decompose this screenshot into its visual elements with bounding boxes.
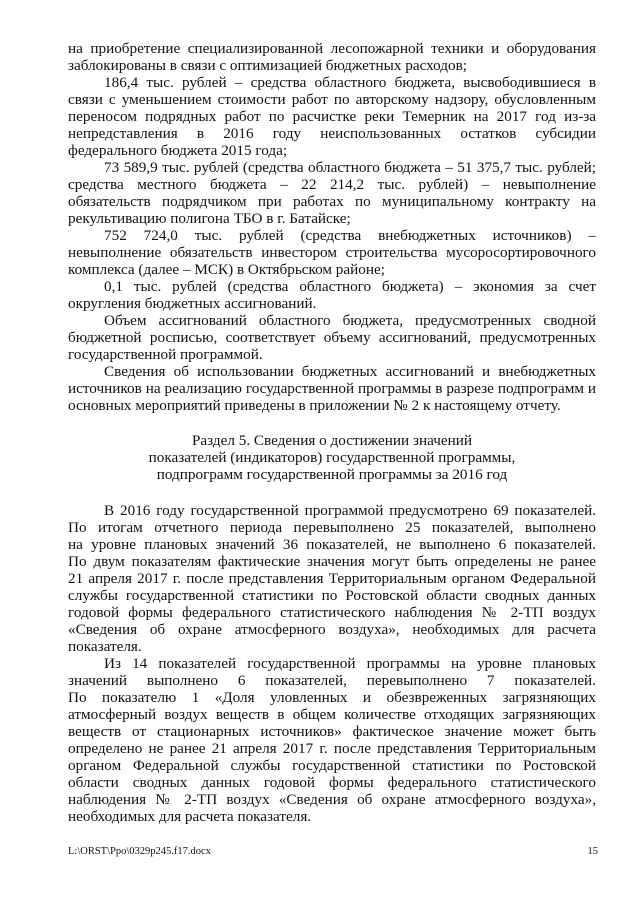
text-line: наблюдения № 2-ТП воздух «Сведения об охране атмосферного воздуха», (68, 791, 596, 808)
footer-file-path: L:\ORST\Ppo\0329p245.f17.docx (68, 846, 211, 857)
text-line: необходимых для расчета показателя. (68, 808, 312, 825)
text-line: 0,1 тыс. рублей (средства областного бюджета) – экономия за счет (104, 278, 596, 295)
text-line: Объем ассигнований областного бюджета, предусмотренных сводной (104, 312, 596, 329)
text-line: источников на реализацию государственной программы в разрезе подпрограмм и (68, 380, 596, 397)
text-line: области сводных данных годовой формы федерального статистического (68, 774, 596, 791)
text-line: показателя. (68, 638, 142, 655)
text-line: комплекса (далее – МСК) в Октябрьском районе; (68, 261, 385, 278)
page-number: 15 (587, 846, 598, 857)
text-line: обязательств подрядчиком при работах по муниципальному контракту на (68, 193, 596, 210)
section-heading-line: Раздел 5. Сведения о достижении значений (191, 432, 473, 449)
text-line: службы государственной статистики по Ростовской области сводных данных (68, 587, 596, 604)
text-line: переносом подрядных работ по расчистке реки Темерник на 2017 год из-за (68, 108, 596, 125)
text-line: годовой формы федерального статистического наблюдения № 2-ТП воздух (68, 604, 596, 621)
text-line: определено не ранее 21 апреля 2017 г. после представления Территориальным (68, 740, 596, 757)
text-line: 752 724,0 тыс. рублей (средства внебюджетных источников) – (104, 227, 596, 244)
text-line: рекультивацию полигона ТБО в г. Батайске; (68, 210, 351, 227)
text-line: связи с уменьшением стоимости работ по авторскому надзору, обусловленным (68, 91, 596, 108)
text-line: средства местного бюджета – 22 214,2 тыс. рублей) – невыполнение (68, 176, 596, 193)
text-line: атмосферный воздух веществ в общем количестве отходящих загрязняющих (68, 706, 596, 723)
text-line: основных мероприятий приведены в приложении № 2 к настоящему отчету. (68, 397, 561, 414)
text-line: непредставления в 2016 году неиспользованных остатков субсидии (68, 125, 596, 142)
text-line: государственной программой. (68, 346, 263, 363)
text-line: органом Федеральной службы государственной статистики по Ростовской (68, 757, 596, 774)
text-line: на уровне плановых значений 36 показателей, не выполнено 6 показателей. (68, 536, 596, 553)
text-line: федерального бюджета 2015 года; (68, 142, 288, 159)
text-line: невыполнение обязательств инвестором строительства мусоросортировочного (68, 244, 596, 261)
text-line: 186,4 тыс. рублей – средства областного бюджета, высвободившиеся в (104, 74, 596, 91)
text-line: По итогам отчетного периода перевыполнено 25 показателей, выполнено (68, 519, 596, 536)
text-line: Сведения об использовании бюджетных ассигнований и внебюджетных (104, 363, 596, 380)
text-line: бюджетной росписью, соответствует объему ассигнований, предусмотренных (68, 329, 596, 346)
section-heading-line: подпрограмм государственной программы за 2016 год (156, 466, 508, 483)
text-line: значений выполнено 6 показателей, перевыполнено 7 показателей. (68, 672, 596, 689)
text-line: заблокированы в связи с оптимизацией бюджетных расходов; (68, 57, 467, 74)
text-line: на приобретение специализированной лесопожарной техники и оборудования (68, 40, 596, 57)
text-line: В 2016 году государственной программой предусмотрено 69 показателей. (104, 502, 596, 519)
section-heading-line: показателей (индикаторов) государственной программы, (148, 449, 516, 466)
text-line: По двум показателям фактические значения могут быть определены не ранее (68, 553, 596, 570)
text-line: 73 589,9 тыс. рублей (средства областного бюджета – 51 375,7 тыс. рублей; (104, 159, 596, 176)
text-line: По показателю 1 «Доля уловленных и обезвреженных загрязняющих (68, 689, 596, 706)
text-line: веществ от стационарных источников» фактическое значение может быть (68, 723, 596, 740)
text-line: Из 14 показателей государственной программы на уровне плановых (104, 655, 596, 672)
text-line: «Сведения об охране атмосферного воздуха», необходимых для расчета (68, 621, 596, 638)
text-line: 21 апреля 2017 г. после представления Территориальным органом Федеральной (68, 570, 596, 587)
text-line: округления бюджетных ассигнований. (68, 295, 317, 312)
